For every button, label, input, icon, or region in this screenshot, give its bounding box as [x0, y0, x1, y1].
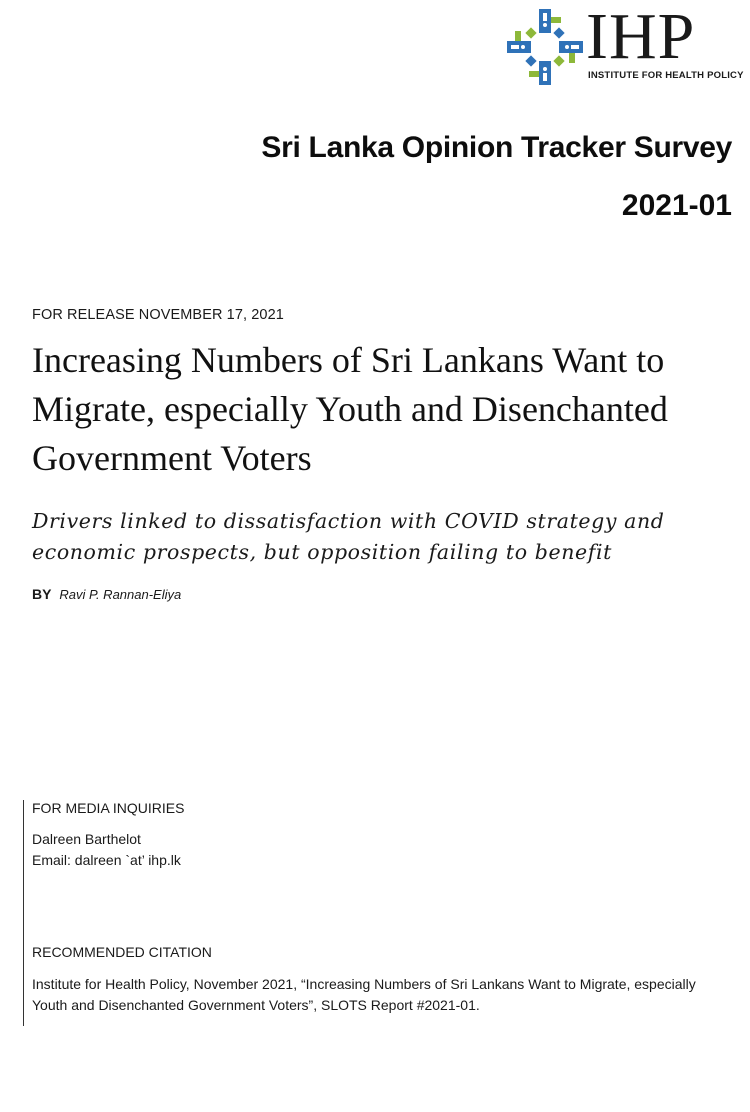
logo-wordmark: IHP: [586, 0, 696, 73]
byline-author: Ravi P. Rannan-Eliya: [59, 587, 182, 602]
subheadline: Drivers linked to dissatisfaction with COVID strategy and economic prospects, but opposition failing to benefit: [32, 509, 665, 564]
media-inquiries-label: FOR MEDIA INQUIRIES: [32, 800, 185, 816]
byline-prefix: BY: [32, 586, 52, 602]
ihp-logo-mark-icon: [500, 8, 590, 86]
media-contact-name: Dalreen Barthelot: [32, 831, 141, 847]
logo-subtitle: INSTITUTE FOR HEALTH POLICY: [588, 70, 744, 81]
headline: Increasing Numbers of Sri Lankans Want to Migrate, especially Youth and Disenchanted Government Voters: [32, 340, 668, 478]
report-title: Sri Lanka Opinion Tracker Survey: [261, 131, 732, 164]
contact-divider: [23, 800, 24, 1026]
report-number: 2021-01: [621, 189, 732, 222]
media-contact-email: Email: dalreen `at’ ihp.lk: [32, 852, 181, 868]
citation-text: Institute for Health Policy, November 2021, “Increasing Numbers of Sri Lankans Want to Migrate, especially Youth and Disenchanted Government Voters”, SLOTS Report #2021-01.: [32, 976, 696, 1013]
byline: [32, 586, 181, 602]
citation-label: RECOMMENDED CITATION: [32, 944, 212, 960]
release-date: FOR RELEASE NOVEMBER 17, 2021: [32, 307, 284, 323]
ihp-logo: [500, 0, 744, 88]
